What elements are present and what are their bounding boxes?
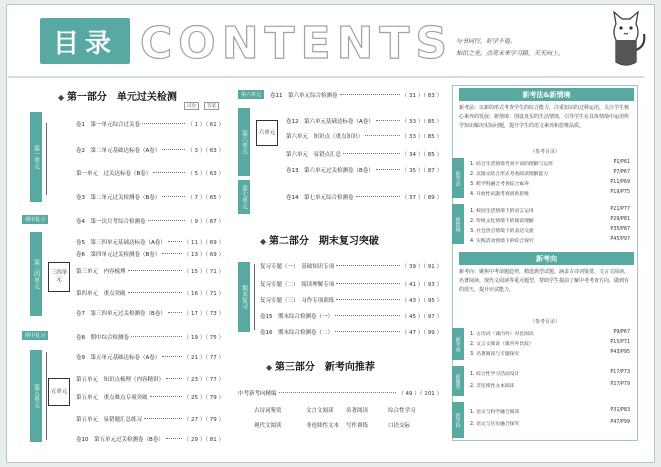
part2-heading xyxy=(260,232,379,247)
toc-entry[interactable]: 复习专题（三） 习作专项训练 （ 43 ）（ 95 ） xyxy=(260,297,442,304)
toc-entry[interactable]: 卷4 第一次月考综合检测卷 （ 9 ）（ 67 ） xyxy=(76,218,224,225)
toc-entry[interactable]: 第五单元 重点难点专项突破 （ 25 ）（ 79 ） xyxy=(76,394,224,401)
rp-item[interactable]: 1. 校园生活情境下的语言运用 P21/P77 xyxy=(470,207,630,214)
toc-entry[interactable]: 卷12 第六单元基础达标卷（A卷） （ 33 ）（ 85 ） xyxy=(286,118,442,125)
new-direction-header: 新考向 xyxy=(459,252,634,265)
toc-entry[interactable]: 卷16 期末综合检测卷（二） （ 47 ）（ 99 ） xyxy=(260,329,442,336)
toc-entry[interactable]: 第五单元 易错题汇总练习 （ 27 ）（ 79 ） xyxy=(76,416,224,423)
unit6-tag: 第六单元 xyxy=(238,108,250,176)
toc-entry[interactable]: 复习专题（二） 阅读理解专项 （ 41 ）（ 93 ） xyxy=(260,281,442,288)
diamond-icon: ◆ xyxy=(58,93,67,102)
side-tag-5: 跨学科 xyxy=(452,402,464,438)
part1-heading xyxy=(58,88,177,103)
part3-heading-text: 第三部分 新考向推荐 xyxy=(274,362,375,373)
midterm-tag: 期中复习 xyxy=(22,215,48,224)
unit34-tag: 第三四单元 xyxy=(30,232,42,316)
rp-item[interactable]: 2. 传统文化情境下的阅读理解 P29/P81 xyxy=(470,217,630,224)
midterm-tag-2: 期中复习 xyxy=(22,331,48,340)
unit6-box: 六单元 xyxy=(256,120,278,146)
unit1-bracket xyxy=(46,123,47,195)
rp-item[interactable]: 4. 开放性试题考查创新思维 P19/P75 xyxy=(470,190,630,197)
cat-mascot-icon xyxy=(606,10,646,72)
side-tag-4: 新题型 xyxy=(452,366,464,396)
header-divider xyxy=(8,76,644,78)
side-tag-1: 新考法 xyxy=(452,158,464,198)
grid-item[interactable]: 综合性学习 xyxy=(388,407,416,414)
side-tag-2: 新情境 xyxy=(452,204,464,244)
final-bracket xyxy=(254,264,255,330)
slogan-line-2: 知识之光，点亮未来学习路，天天向上。 xyxy=(456,50,565,57)
legend-test: 试卷 xyxy=(184,102,199,110)
grid-item[interactable]: 写作训练 xyxy=(346,422,369,429)
toc-entry[interactable]: 卷3 第二单元过关检测卷（B卷） （ 7 ）（ 65 ） xyxy=(76,194,224,201)
toc-entry[interactable]: 卷8 期中综合检测卷 （ 19 ）（ 75 ） xyxy=(76,334,224,341)
unit6-top-tag: 第六单元 xyxy=(238,90,264,99)
toc-entry[interactable]: 卷15 期末综合检测卷（一） （ 45 ）（ 97 ） xyxy=(260,313,442,320)
rp-item[interactable]: 3. 社会热点情境下的表达交流 P35/P87 xyxy=(470,227,630,234)
toc-entry[interactable]: 卷5 第三四单元基础达标卷（A卷） （ 11 ）（ 69 ） xyxy=(76,239,224,246)
rp-item[interactable]: 2. 语文与历史融合探究 P47/P99 xyxy=(470,420,630,427)
final-review-tag: 期末复习 xyxy=(238,262,250,332)
rp-item[interactable]: 2. 非连续性文本阅读 P27/P79 xyxy=(470,382,630,389)
toc-entry[interactable]: 卷6 第四单元过关检测卷（B卷） （ 13 ）（ 69 ） xyxy=(76,251,224,258)
new-direction-text: 新考向：聚焦中考命题趋势，精选典型试题，涵盖古诗词鉴赏、文言文阅读、名著阅读、现代文阅读等重点题型，帮助学生提前了解中考考查方向，做到有的放矢，提升应试能力。 xyxy=(459,269,630,293)
part3-heading xyxy=(266,358,375,373)
rp-item[interactable]: 1. 古诗词（课内外）对比阅读 P9/P67 xyxy=(470,330,630,337)
toc-entry[interactable]: 卷9 第五单元基础达标卷（A卷） （ 21 ）（ 77 ） xyxy=(76,354,224,361)
toc-entry[interactable]: 第一单元 过关达标卷（B卷） （ 5 ）（ 63 ） xyxy=(76,170,224,177)
new-method-sub: （参考目录） xyxy=(530,149,561,155)
unit5-bracket xyxy=(46,352,47,440)
grid-item[interactable]: 古诗词鉴赏 xyxy=(254,407,282,414)
grid-item[interactable]: 非连续性文本 xyxy=(306,422,340,429)
page-title: 目录 xyxy=(40,18,130,64)
contents-wordmark: CONTENTS xyxy=(140,18,454,69)
grid-item[interactable]: 口语交际 xyxy=(388,422,411,429)
rp-item[interactable]: 1. 结合生活情境考查字词的理解与运用 P1/P61 xyxy=(470,160,630,167)
part2-heading-text: 第二部分 期末复习突破 xyxy=(268,236,379,247)
unit5-tag: 第五单元 xyxy=(30,350,42,442)
side-tag-3: 新考向 xyxy=(452,328,464,360)
rp-item[interactable]: 2. 文言文阅读（课内外比较） P15/P71 xyxy=(470,340,630,347)
diamond-icon: ◆ xyxy=(266,363,275,372)
grid-item[interactable]: 现代文阅读 xyxy=(254,422,282,429)
rp-item[interactable]: 3. 跨学科融合考查综合素养 P11/P69 xyxy=(470,180,630,187)
new-direction-sub: （参考目录） xyxy=(530,319,561,325)
toc-entry[interactable]: 第六单元 易错点汇总 （ 34 ）（ 85 ） xyxy=(286,151,442,158)
toc-entry[interactable]: 卷10 第五单元过关检测卷（B卷） （ 29 ）（ 81 ） xyxy=(76,436,224,443)
toc-entry[interactable]: 中考新考向精编 （ 49 ）（ 101 ） xyxy=(238,390,442,397)
rp-item[interactable]: 4. 实践活动情境下的综合探究 P45/P97 xyxy=(470,237,630,244)
unit34-box: 三四单元 xyxy=(48,262,70,292)
unit7-tag: 第七单元 xyxy=(238,180,250,214)
toc-entry[interactable]: 第五单元 知识点梳理（内容精讲） （ 23 ）（ 77 ） xyxy=(76,376,224,383)
unit5-box: 五单元 xyxy=(48,378,70,406)
rp-item[interactable]: 1. 综合性学习活动设计 P17/P73 xyxy=(470,370,630,377)
new-method-header: 新考法&新情境 xyxy=(459,88,634,101)
new-method-text: 新考法：以新的形式考查学生的综合能力，注重知识的迁移运用，关注学生核心素养的发展；新情境：创设真实的生活情境，引导学生在具体情境中运用所学知识解决实际问题，提升学生的语文素养和思维品质。 xyxy=(459,105,630,129)
rp-item[interactable]: 1. 语文与科学融合阅读 P31/P83 xyxy=(470,408,630,415)
diamond-icon: ◆ xyxy=(260,237,269,246)
toc-entry[interactable]: 卷13 第六单元过关检测卷（B卷） （ 35 ）（ 87 ） xyxy=(286,167,442,174)
toc-entry[interactable]: 第三单元 内容梳理 （ 15 ）（ 71 ） xyxy=(76,268,224,275)
toc-entry[interactable]: 第四单元 重点突破 （ 16 ）（ 71 ） xyxy=(76,290,224,297)
grid-item[interactable]: 名著阅读 xyxy=(346,407,369,414)
legend-answer: 答案 xyxy=(204,102,219,110)
grid-item[interactable]: 文言文阅读 xyxy=(306,407,334,414)
toc-entry[interactable]: 卷11 第六单元综合检测卷 （ 31 ）（ 83 ） xyxy=(270,92,442,99)
toc-entry[interactable]: 卷2 第二单元基础达标卷（A卷） （ 3 ）（ 63 ） xyxy=(76,147,224,154)
slogan-line-1: 与书同行，好学不倦。 xyxy=(456,38,517,45)
unit1-tag: 第一单元 xyxy=(30,112,42,202)
toc-entry[interactable]: 卷7 第三四单元过关检测卷（B卷） （ 17 ）（ 73 ） xyxy=(76,310,224,317)
slogan xyxy=(456,36,606,60)
toc-entry[interactable]: 卷14 第七单元综合检测卷 （ 37 ）（ 89 ） xyxy=(286,194,442,201)
toc-entry[interactable]: 第六单元 知识点（重点知识） （ 33 ）（ 85 ） xyxy=(286,133,442,140)
toc-entry[interactable]: 复习专题（一） 基础知识专项 （ 39 ）（ 91 ） xyxy=(260,263,442,270)
part1-heading-text: 第一部分 单元过关检测 xyxy=(66,92,177,103)
rp-item[interactable]: 3. 名著阅读与专题探究 P43/P95 xyxy=(470,350,630,357)
toc-entry[interactable]: 卷1 第一单元综合过关卷 （ 1 ）（ 61 ） xyxy=(76,121,224,128)
rp-item[interactable]: 2. 以图文结合形式考查阅读理解能力 P7/P67 xyxy=(470,170,630,177)
